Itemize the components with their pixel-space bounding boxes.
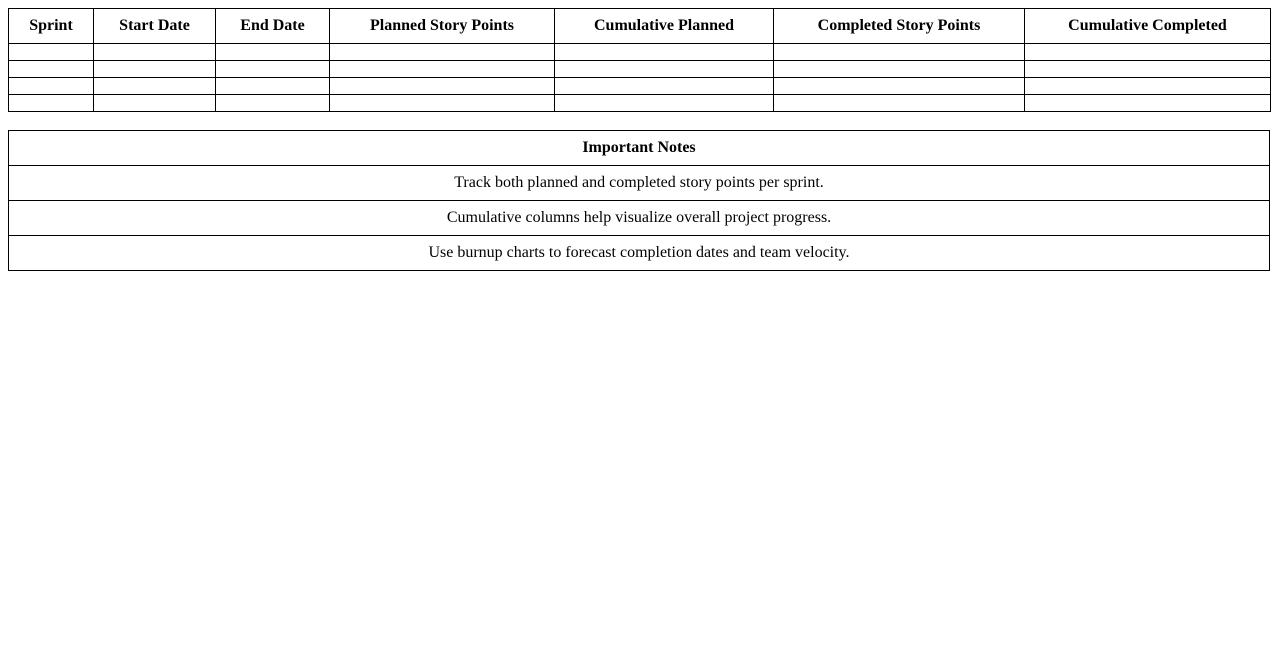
table-row	[9, 95, 1271, 112]
table-row	[9, 78, 1271, 95]
note-text: Track both planned and completed story points per sprint.	[9, 166, 1270, 201]
table-cell	[1025, 78, 1271, 95]
table-cell	[216, 61, 330, 78]
notes-title: Important Notes	[9, 131, 1270, 166]
note-text: Use burnup charts to forecast completion dates and team velocity.	[9, 236, 1270, 271]
table-cell	[216, 95, 330, 112]
table-cell	[774, 61, 1025, 78]
table-cell	[9, 95, 94, 112]
important-notes-table	[8, 130, 1270, 271]
table-cell	[555, 61, 774, 78]
table-header-row	[9, 9, 1271, 44]
table-row	[9, 44, 1271, 61]
table-cell	[330, 44, 555, 61]
table-cell	[330, 61, 555, 78]
column-header-planned-story-points: Planned Story Points	[330, 9, 555, 44]
table-cell	[9, 78, 94, 95]
column-header-start-date: Start Date	[94, 9, 216, 44]
table-cell	[9, 44, 94, 61]
table-cell	[94, 78, 216, 95]
table-cell	[94, 95, 216, 112]
table-row	[9, 61, 1271, 78]
notes-header-row	[9, 131, 1270, 166]
column-header-sprint: Sprint	[9, 9, 94, 44]
table-cell	[1025, 44, 1271, 61]
table-cell	[330, 78, 555, 95]
note-row	[9, 236, 1270, 271]
table-cell	[555, 44, 774, 61]
column-header-end-date: End Date	[216, 9, 330, 44]
table-cell	[94, 44, 216, 61]
table-cell	[774, 95, 1025, 112]
table-cell	[774, 44, 1025, 61]
table-cell	[330, 95, 555, 112]
table-cell	[1025, 61, 1271, 78]
note-row	[9, 201, 1270, 236]
note-text: Cumulative columns help visualize overall project progress.	[9, 201, 1270, 236]
table-cell	[216, 44, 330, 61]
table-cell	[555, 95, 774, 112]
column-header-completed-story-points: Completed Story Points	[774, 9, 1025, 44]
table-cell	[9, 61, 94, 78]
page-content	[8, 8, 1270, 271]
table-cell	[774, 78, 1025, 95]
column-header-cumulative-completed: Cumulative Completed	[1025, 9, 1271, 44]
sprint-tracker-table	[8, 8, 1271, 112]
table-cell	[555, 78, 774, 95]
table-cell	[94, 61, 216, 78]
table-cell	[1025, 95, 1271, 112]
column-header-cumulative-planned: Cumulative Planned	[555, 9, 774, 44]
table-cell	[216, 78, 330, 95]
note-row	[9, 166, 1270, 201]
